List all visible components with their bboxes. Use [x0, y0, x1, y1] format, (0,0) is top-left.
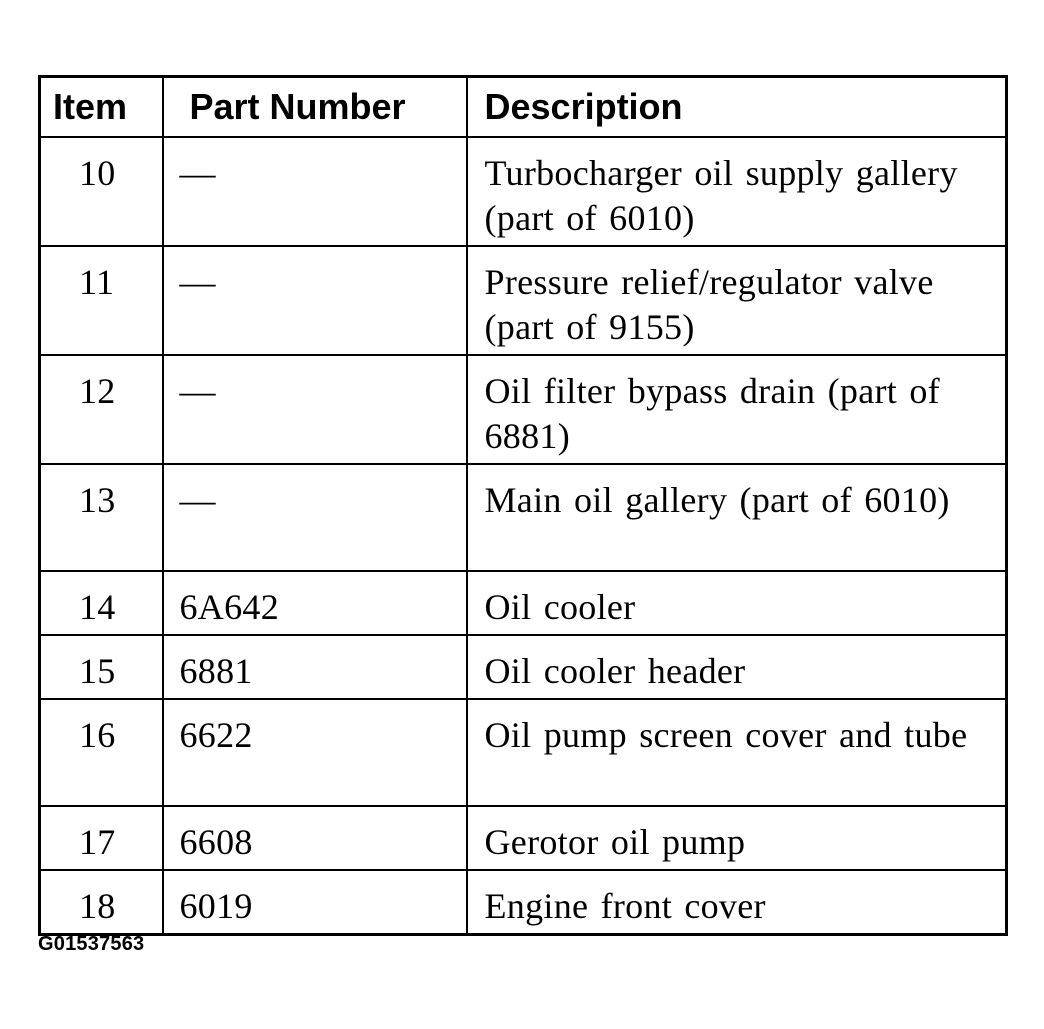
cell-description: Oil cooler header — [467, 635, 1007, 699]
table-row — [40, 806, 1007, 870]
table-row — [40, 137, 1007, 246]
cell-description: Oil filter bypass drain (part of 6881) — [467, 355, 1007, 464]
cell-part-number: 6A642 — [163, 571, 467, 635]
cell-description: Main oil gallery (part of 6010) — [467, 464, 1007, 571]
header-item: Item — [40, 77, 163, 138]
cell-item: 17 — [40, 806, 163, 870]
cell-item: 13 — [40, 464, 163, 571]
table-row — [40, 870, 1007, 935]
cell-item: 12 — [40, 355, 163, 464]
cell-item: 10 — [40, 137, 163, 246]
cell-part-number: 6881 — [163, 635, 467, 699]
cell-part-number: — — [163, 464, 467, 571]
cell-description: Pressure relief/regulator valve (part of 9155) — [467, 246, 1007, 355]
table-row — [40, 571, 1007, 635]
cell-description: Oil pump screen cover and tube — [467, 699, 1007, 806]
cell-part-number: — — [163, 246, 467, 355]
cell-part-number: 6608 — [163, 806, 467, 870]
cell-description: Oil cooler — [467, 571, 1007, 635]
cell-item: 18 — [40, 870, 163, 935]
cell-description: Gerotor oil pump — [467, 806, 1007, 870]
cell-description: Engine front cover — [467, 870, 1007, 935]
header-description: Description — [467, 77, 1007, 138]
cell-item: 15 — [40, 635, 163, 699]
table-row — [40, 635, 1007, 699]
cell-item: 16 — [40, 699, 163, 806]
table-row — [40, 355, 1007, 464]
cell-part-number: — — [163, 137, 467, 246]
cell-part-number: 6622 — [163, 699, 467, 806]
table-row — [40, 699, 1007, 806]
table-row — [40, 246, 1007, 355]
cell-part-number: 6019 — [163, 870, 467, 935]
table-row — [40, 464, 1007, 571]
cell-description: Turbocharger oil supply gallery (part of 6010) — [467, 137, 1007, 246]
header-part-number: Part Number — [163, 77, 467, 138]
cell-part-number: — — [163, 355, 467, 464]
cell-item: 11 — [40, 246, 163, 355]
table-header-row — [40, 77, 1007, 138]
cell-item: 14 — [40, 571, 163, 635]
parts-table — [38, 75, 1008, 936]
figure-id: G01537563 — [38, 933, 145, 955]
